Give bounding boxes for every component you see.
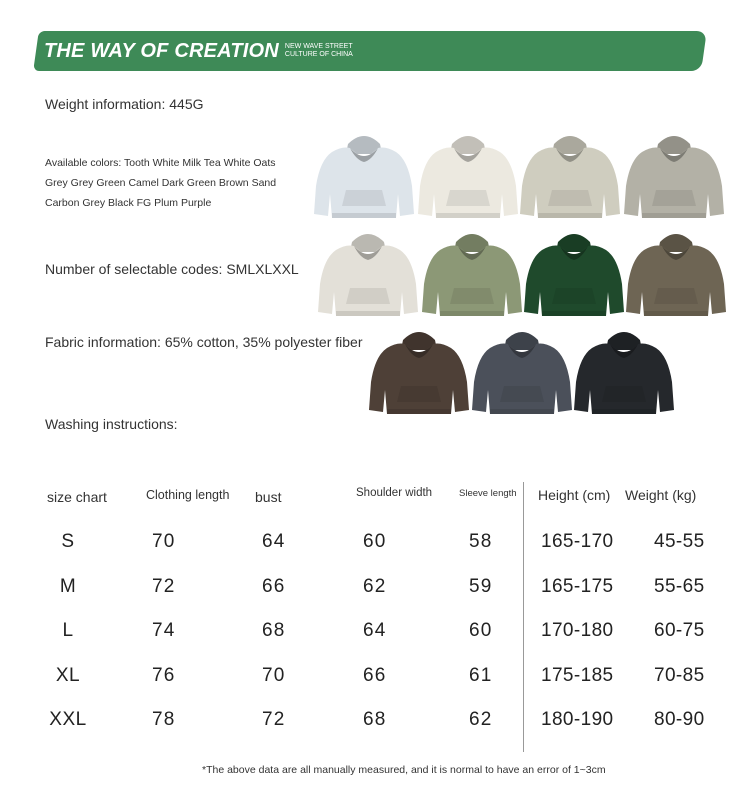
fabric-info: Fabric information: 65% cotton, 35% polyester fiber [45, 334, 363, 350]
table-cell: 70 [152, 531, 176, 552]
table-cell: 78 [152, 709, 176, 730]
selectable-sizes: Number of selectable codes: SMLXLXXL [45, 261, 299, 277]
table-cell: 58 [469, 531, 493, 552]
table-cell: 70 [262, 665, 286, 686]
colors-line-2: Grey Grey Green Camel Dark Green Brown Sand [45, 177, 277, 189]
table-cell: 62 [469, 709, 493, 730]
header-clothing-length: Clothing length [146, 488, 230, 502]
hoodie-swatch [416, 130, 520, 220]
table-cell: 60 [363, 531, 387, 552]
header-height: Height (cm) [538, 487, 611, 503]
table-cell: 76 [152, 665, 176, 686]
table-cell: 74 [152, 620, 176, 641]
table-cell: 70-85 [654, 665, 705, 686]
hoodie-swatch [420, 228, 524, 318]
table-cell: 170-180 [541, 620, 614, 641]
banner-title: THE WAY OF CREATION [44, 39, 279, 62]
table-cell: M [59, 576, 77, 597]
hoodie-swatch [572, 326, 676, 416]
header-shoulder-width: Shoulder width [356, 487, 433, 499]
table-cell: 64 [363, 620, 387, 641]
table-cell: 60-75 [654, 620, 705, 641]
measurement-note: *The above data are all manually measured, and it is normal to have an error of 1~3cm [202, 764, 606, 776]
table-cell: S [61, 531, 75, 552]
table-cell: XXL [49, 709, 87, 730]
table-cell: 62 [363, 576, 387, 597]
table-cell: 72 [152, 576, 176, 597]
table-cell: 66 [262, 576, 286, 597]
table-cell: 180-190 [541, 709, 614, 730]
table-cell: 61 [469, 665, 493, 686]
table-cell: 64 [262, 531, 286, 552]
table-cell: 45-55 [654, 531, 705, 552]
table-cell: 68 [262, 620, 286, 641]
banner-subtitle [285, 43, 353, 59]
table-cell: 80-90 [654, 709, 705, 730]
weight-info: Weight information: 445G [45, 96, 204, 112]
header-weight: Weight (kg) [625, 487, 697, 503]
hoodie-swatch [624, 228, 728, 318]
table-cell: 59 [469, 576, 493, 597]
table-cell: 68 [363, 709, 387, 730]
table-cell: 55-65 [654, 576, 705, 597]
hoodie-swatch [622, 130, 726, 220]
table-cell: L [62, 620, 74, 641]
table-cell: 165-170 [541, 531, 614, 552]
hoodie-swatch [367, 326, 471, 416]
available-colors [45, 153, 315, 213]
column-divider [523, 482, 524, 752]
banner-subtitle-line2: CULTURE OF CHINA [284, 51, 353, 58]
hoodie-swatch [522, 228, 626, 318]
header-sleeve-length: Sleeve length [459, 488, 517, 499]
colors-line-3: Carbon Grey Black FG Plum Purple [45, 197, 212, 209]
header-bust: bust [255, 489, 282, 505]
table-cell: 60 [469, 620, 493, 641]
hoodie-swatch [518, 130, 622, 220]
washing-instructions: Washing instructions: [45, 416, 178, 432]
banner-subtitle-line1: NEW WAVE STREET [284, 43, 353, 50]
hoodie-swatch [470, 326, 574, 416]
hoodie-swatch [316, 228, 420, 318]
header-size-chart: size chart [47, 489, 107, 505]
banner-content [44, 31, 353, 71]
table-cell: 72 [262, 709, 286, 730]
table-cell: 165-175 [541, 576, 614, 597]
table-cell: XL [55, 665, 81, 686]
table-cell: 175-185 [541, 665, 614, 686]
colors-line-1: Available colors: Tooth White Milk Tea White Oats [45, 157, 276, 169]
hoodie-swatch [312, 130, 416, 220]
table-cell: 66 [363, 665, 387, 686]
